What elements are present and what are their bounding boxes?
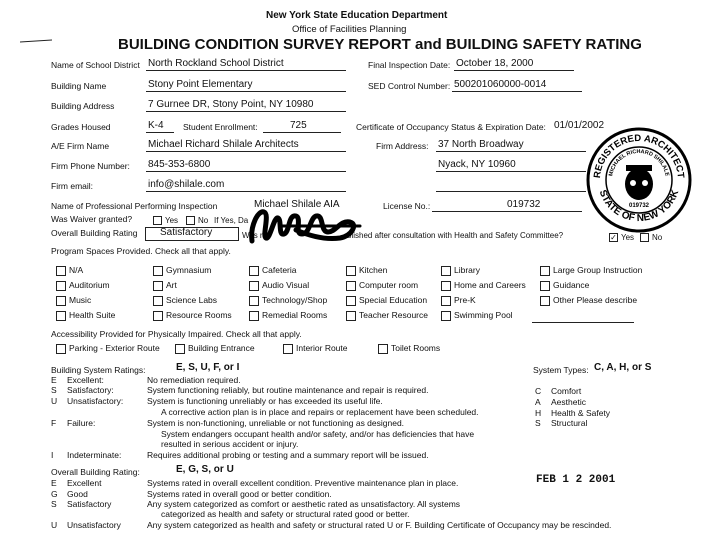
rating-code: U — [51, 396, 58, 406]
waiver-yes-label: Yes — [165, 216, 179, 225]
program-checkbox[interactable] — [540, 266, 550, 276]
program-checkbox[interactable] — [346, 266, 356, 276]
program-checkbox[interactable] — [346, 296, 356, 306]
program-item-label: Special Education — [359, 295, 428, 305]
seal-top-text: REGISTERED ARCHITECT — [591, 132, 687, 179]
email-underline — [146, 191, 346, 192]
access-item-label: Toilet Rooms — [391, 343, 441, 353]
sed-label: SED Control Number: — [368, 81, 451, 91]
firm-underline — [146, 151, 346, 152]
program-item-label: Library — [454, 265, 480, 275]
inspection-date-label: Final Inspection Date: — [368, 60, 451, 70]
system-type-code: S — [535, 418, 541, 428]
inspector-label: Name of Professional Performing Inspection — [51, 201, 218, 211]
committee-yes-label: Yes — [621, 233, 635, 242]
rating-description: System is non-functioning, unreliable or not functioning as designed. — [147, 418, 405, 428]
program-checkbox[interactable] — [441, 296, 451, 306]
other-describe-underline — [532, 322, 634, 323]
phone-value: 845-353-6800 — [148, 159, 211, 170]
program-checkbox[interactable] — [153, 266, 163, 276]
seal-emblem-icon — [625, 165, 653, 200]
page-title: BUILDING CONDITION SURVEY REPORT and BUILDING SAFETY RATING — [118, 36, 642, 53]
building-value: Stony Point Elementary — [148, 79, 253, 90]
access-item-label: Building Entrance — [188, 343, 255, 353]
program-item-label: Pre-K — [454, 295, 476, 305]
waiver-label: Was Waiver granted? — [51, 214, 133, 224]
program-checkbox[interactable] — [56, 266, 66, 276]
overall-code: E — [51, 478, 57, 488]
phone-underline — [146, 171, 346, 172]
program-item-label: Other Please describe — [553, 295, 638, 305]
access-checkbox[interactable] — [56, 344, 66, 354]
program-checkbox[interactable] — [249, 311, 259, 321]
firm-address-underline1 — [436, 151, 586, 152]
email-label: Firm email: — [51, 181, 94, 191]
system-type-name: Aesthetic — [551, 397, 586, 407]
firm-address-label: Firm Address: — [376, 141, 429, 151]
overall-code: G — [51, 489, 58, 499]
grades-underline — [146, 132, 174, 133]
committee-no-label: No — [652, 233, 663, 242]
system-type-code: H — [535, 408, 542, 418]
received-date-stamp: FEB 1 2 2001 — [536, 474, 616, 486]
seal-inner-text: MICHAEL RICHARD SHILALE — [608, 148, 670, 177]
overall-code: U — [51, 520, 58, 530]
enrollment-label: Student Enrollment: — [183, 122, 258, 132]
firm-address-line1: 37 North Broadway — [438, 139, 524, 150]
access-item-label: Parking - Exterior Route — [69, 343, 160, 353]
rating-description: System is functioning unreliably or has exceeded its useful life. — [147, 396, 383, 406]
sed-underline — [452, 91, 582, 92]
program-item-label: N/A — [69, 265, 84, 275]
cert-label: Certificate of Occupancy Status & Expiration Date: — [356, 122, 546, 132]
district-underline — [146, 70, 346, 71]
program-checkbox[interactable] — [249, 296, 259, 306]
overall-description: Systems rated in overall excellent condition. Preventive maintenance plan in place. — [147, 478, 459, 488]
program-item-label: Cafeteria — [262, 265, 297, 275]
program-checkbox[interactable] — [56, 296, 66, 306]
program-checkbox[interactable] — [441, 281, 451, 291]
program-checkbox[interactable] — [540, 296, 550, 306]
rating-description: No remediation required. — [147, 375, 241, 385]
firm-address-underline2 — [436, 171, 586, 172]
address-underline — [146, 111, 346, 112]
district-value: North Rockland School District — [148, 58, 284, 69]
inspector-signature — [240, 196, 370, 251]
overall-code: S — [51, 499, 57, 509]
inspection-date-value: October 18, 2000 — [456, 58, 534, 69]
program-checkbox[interactable] — [346, 311, 356, 321]
overall-name: Unsatisfactory — [67, 520, 121, 530]
dept-name: New York State Education Department — [266, 10, 448, 21]
rating-description: System functioning reliably, but routine maintenance and repair is required. — [147, 385, 429, 395]
enrollment-underline — [263, 132, 341, 133]
overall-description: Systems rated in overall good or better condition. — [147, 489, 332, 499]
system-types-codes: C, A, H, or S — [594, 362, 652, 373]
seal-bottom-text: STATE OF NEW YORK — [596, 188, 682, 225]
program-checkbox[interactable] — [56, 311, 66, 321]
firm-address-underline3 — [436, 191, 586, 192]
overall-description: Any system categorized as comfort or aesthetic rated as unsatisfactory. All systems — [147, 499, 461, 509]
overall-legend-codes: E, G, S, or U — [176, 464, 234, 475]
access-heading: Accessibility Provided for Physically Impaired. Check all that apply. — [51, 329, 302, 339]
program-item-label: Guidance — [553, 280, 590, 290]
program-item-label: Audio Visual — [262, 280, 310, 290]
building-label: Building Name — [51, 81, 107, 91]
overall-after-text-b: blished after consultation with Health and Safety Committee? — [347, 231, 564, 240]
rating-name: Indeterminate: — [67, 450, 122, 460]
rating-description: System endangers occupant health and/or safety, and/or has deficiencies that have — [161, 429, 475, 439]
overall-rating-label: Overall Building Rating — [51, 228, 138, 238]
system-type-name: Health & Safety — [551, 408, 611, 418]
stray-pen-mark — [20, 30, 52, 33]
access-checkbox[interactable] — [378, 344, 388, 354]
rating-description: Requires additional probing or testing and a summary report will be issued. — [147, 450, 429, 460]
rating-name: Failure: — [67, 418, 96, 428]
program-item-label: Home and Careers — [454, 280, 526, 290]
overall-legend-label: Overall Building Rating: — [51, 467, 140, 477]
office-name: Office of Facilities Planning — [292, 24, 407, 35]
program-checkbox[interactable] — [346, 281, 356, 291]
committee-yes-checkbox[interactable]: ✓ — [610, 233, 617, 242]
seal-number: 019732 — [628, 203, 650, 209]
overall-description: categorized as health and safety or structural rated good or better. — [161, 509, 410, 519]
rating-code: E — [51, 375, 57, 385]
program-heading: Program Spaces Provided. Check all that apply. — [51, 246, 231, 256]
program-checkbox[interactable] — [540, 281, 550, 291]
overall-after-text-a: Was ra — [242, 231, 268, 240]
program-item-label: Remedial Rooms — [262, 310, 328, 320]
grades-value: K-4 — [148, 120, 164, 131]
inspector-value: Michael Shilale AIA — [254, 199, 340, 210]
program-item-label: Kitchen — [359, 265, 388, 275]
program-item-label: Art — [166, 280, 177, 290]
architect-seal — [586, 127, 692, 233]
system-type-code: A — [535, 397, 541, 407]
overall-name: Excellent — [67, 478, 102, 488]
enrollment-value: 725 — [290, 120, 307, 131]
license-value: 019732 — [507, 199, 541, 210]
waiver-no-label: No — [198, 216, 209, 225]
overall-description: Any system categorized as health and safety or structural rated U or F. Building Certificate of Occupancy may be rescinded. — [147, 520, 612, 530]
rating-description: A corrective action plan is in place and repairs or replacement have been scheduled. — [161, 407, 479, 417]
system-types-label: System Types: — [533, 365, 589, 375]
program-item-label: Gymnasium — [166, 265, 212, 275]
program-checkbox[interactable] — [153, 296, 163, 306]
cert-value: 01/01/2002 — [554, 120, 605, 131]
program-checkbox[interactable] — [56, 281, 66, 291]
program-checkbox[interactable] — [441, 266, 451, 276]
rating-name: Excellent: — [67, 375, 104, 385]
program-checkbox[interactable] — [249, 266, 259, 276]
program-item-label: Health Suite — [69, 310, 116, 320]
overall-name: Good — [67, 489, 88, 499]
overall-rating-value: Satisfactory — [160, 227, 213, 238]
system-type-name: Comfort — [551, 386, 582, 396]
email-value: info@shilale.com — [148, 179, 225, 190]
program-checkbox[interactable] — [153, 281, 163, 291]
waiver-if-yes-label: If Yes, Da — [214, 216, 249, 225]
program-item-label: Large Group Instruction — [553, 265, 643, 275]
rating-name: Satisfactory: — [67, 385, 114, 395]
access-checkbox[interactable] — [283, 344, 293, 354]
address-value: 7 Gurnee DR, Stony Point, NY 10980 — [148, 99, 314, 110]
sed-value: 500201060000-0014 — [454, 79, 547, 90]
program-checkbox[interactable] — [441, 311, 451, 321]
rating-name: Unsatisfactory: — [67, 396, 124, 406]
rating-code: S — [51, 385, 57, 395]
ratings-label: Building System Ratings: — [51, 365, 146, 375]
program-item-label: Swimming Pool — [454, 310, 513, 320]
program-item-label: Science Labs — [166, 295, 218, 305]
program-item-label: Resource Rooms — [166, 310, 232, 320]
license-label: License No.: — [383, 201, 431, 211]
building-underline — [146, 91, 346, 92]
program-item-label: Auditorium — [69, 280, 110, 290]
program-item-label: Music — [69, 295, 92, 305]
address-label: Building Address — [51, 101, 115, 111]
waiver-no-checkbox[interactable] — [186, 216, 195, 225]
waiver-yes-checkbox[interactable] — [153, 216, 162, 225]
system-type-name: Structural — [551, 418, 588, 428]
access-checkbox[interactable] — [175, 344, 185, 354]
overall-name: Satisfactory — [67, 499, 112, 509]
rating-code: F — [51, 418, 57, 428]
inspection-underline — [454, 70, 574, 71]
program-item-label: Computer room — [359, 280, 419, 290]
program-checkbox[interactable] — [249, 281, 259, 291]
license-underline — [432, 211, 582, 212]
program-item-label: Teacher Resource — [359, 310, 428, 320]
access-item-label: Interior Route — [296, 343, 348, 353]
firm-address-line2: Nyack, NY 10960 — [438, 159, 516, 170]
district-label: Name of School District — [51, 60, 140, 70]
rating-code: I — [51, 450, 54, 460]
system-type-code: C — [535, 386, 542, 396]
phone-label: Firm Phone Number: — [51, 161, 130, 171]
firm-label: A/E Firm Name — [51, 141, 110, 151]
program-item-label: Technology/Shop — [262, 295, 328, 305]
grades-label: Grades Housed — [51, 122, 111, 132]
program-checkbox[interactable] — [153, 311, 163, 321]
committee-no-checkbox[interactable] — [640, 233, 649, 242]
ratings-codes: E, S, U, F, or I — [176, 362, 240, 373]
firm-value: Michael Richard Shilale Architects — [148, 139, 299, 150]
rating-description: resulted in serious accident or injury. — [161, 439, 299, 449]
